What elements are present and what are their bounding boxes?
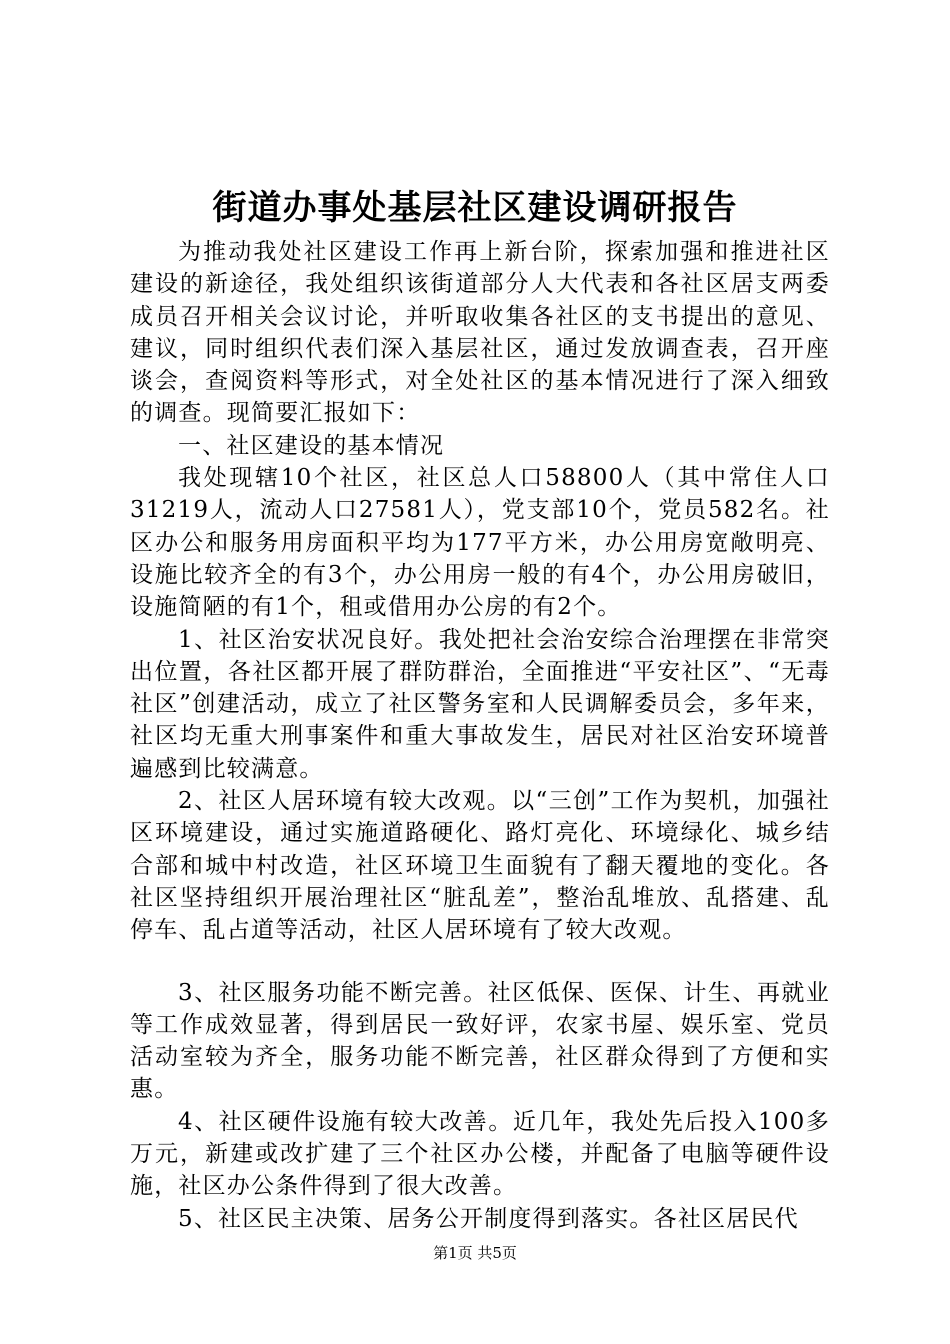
paragraph-item-2: 2、社区人居环境有较大改观。以“三创”工作为契机，加强社区环境建设，通过实施道路硬化、路灯亮化、环境绿化、城乡结合部和城中村改造，社区环境卫生面貌有了翻天覆地的变化。各社区坚持组织开展治理社区“脏乱差”，整治乱堆放、乱搭建、乱停车、乱占道等活动，社区人居环境有了较大改观。 (130, 788, 830, 944)
paragraph-item-4: 4、社区硬件设施有较大改善。近几年，我处先后投入100多万元，新建或改扩建了三个社区办公楼，并配备了电脑等硬件设施，社区办公条件得到了很大改善。 (130, 1108, 830, 1200)
page-number-footer: 第1页 共5页 (433, 1244, 517, 1262)
paragraph-intro: 为推动我处社区建设工作再上新台阶，探索加强和推进社区建设的新途径，我处组织该街道部分人大代表和各社区居支两委成员召开相关会议讨论，并听取收集各社区的支书提出的意见、建议，同时组织代表们深入基层社区，通过发放调查表，召开座谈会，查阅资料等形式，对全处社区的基本情况进行了深入细致的调查。现简要汇报如下： (130, 239, 830, 427)
section-heading: 一、社区建设的基本情况 (178, 432, 445, 459)
paragraph-item-1: 1、社区治安状况良好。我处把社会治安综合治理摆在非常突出位置，各社区都开展了群防群治，全面推进“平安社区”、“无毒社区”创建活动，成立了社区警务室和人民调解委员会，多年来，社区均无重大刑事案件和重大事故发生，居民对社区治安环境普遍感到比较满意。 (130, 626, 830, 782)
paragraph-item-5: 5、社区民主决策、居务公开制度得到落实。各社区居民代 (178, 1205, 799, 1232)
paragraph-overview: 我处现辖10个社区，社区总人口58800人（其中常住人口31219人，流动人口27581人），党支部10个，党员582名。社区办公和服务用房面积平均为177平方米，办公用房宽敞明亮、设施比较齐全的有3个，办公用房一般的有4个，办公用房破旧，设施简陋的有1个，租或借用办公房的有2个。 (130, 465, 830, 621)
document-title: 街道办事处基层社区建设调研报告 (212, 188, 738, 228)
paragraph-item-3: 3、社区服务功能不断完善。社区低保、医保、计生、再就业等工作成效显著，得到居民一致好评，农家书屋、娱乐室、党员活动室较为齐全，服务功能不断完善，社区群众得到了方便和实惠。 (130, 979, 830, 1103)
document-body (130, 236, 830, 1235)
